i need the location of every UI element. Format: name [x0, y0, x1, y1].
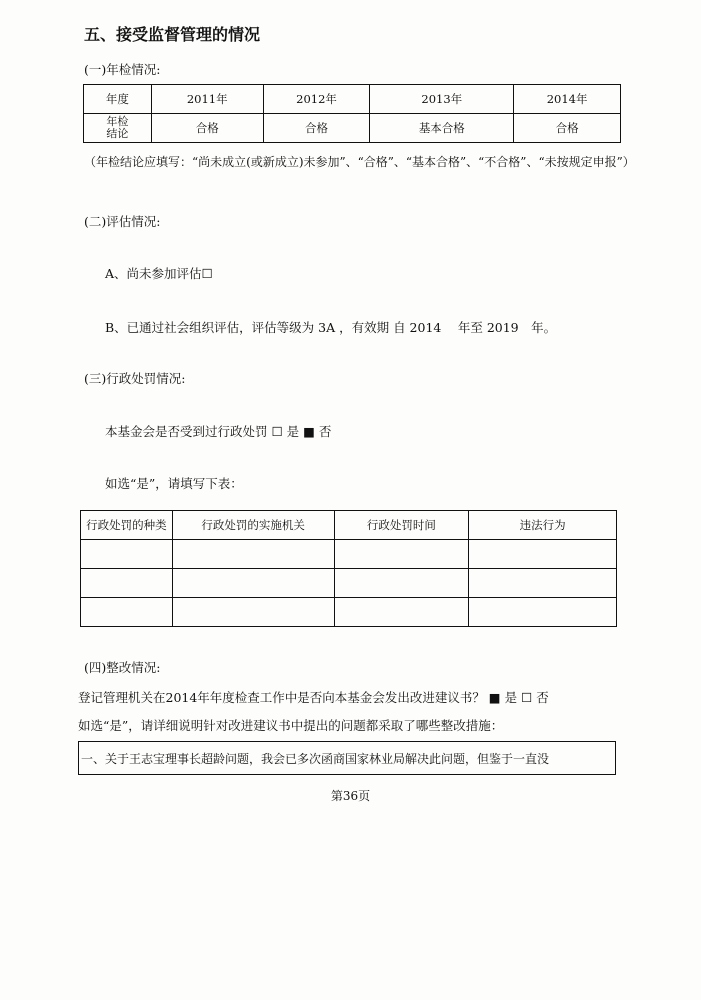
rectification-answer: 一、关于王志宝理事长超龄问题，我会已多次函商国家林业局解决此问题，但鉴于一直没	[81, 752, 550, 766]
result-label-line1: 年检	[106, 115, 129, 128]
rectification-heading: (四)整改情况:	[84, 660, 161, 675]
rectification-answer-box	[78, 741, 616, 775]
table-row	[81, 569, 617, 598]
annual-inspection-table	[83, 84, 621, 143]
table-cell	[334, 540, 469, 569]
penalty-heading: (三)行政处罚情况:	[84, 371, 186, 386]
table-cell	[172, 598, 334, 627]
result-label-line2: 结论	[106, 127, 129, 140]
result-cell: 合格	[151, 114, 263, 143]
result-label	[84, 114, 152, 143]
table-cell	[81, 569, 173, 598]
penalty-header-row	[81, 511, 617, 540]
section-title: 五、接受监督管理的情况	[84, 25, 261, 44]
rectification-question: 登记管理机关在2014年年度检查工作中是否向本基金会发出改进建议书？ ■ 是 ☐ 否	[78, 690, 549, 705]
penalty-table	[80, 510, 617, 627]
table-cell	[81, 540, 173, 569]
page-number: 第36页	[330, 789, 371, 803]
table-cell	[334, 569, 469, 598]
result-cell: 合格	[263, 114, 370, 143]
column-header: 行政处罚时间	[334, 511, 469, 540]
table-cell	[172, 569, 334, 598]
column-header: 违法行为	[469, 511, 617, 540]
year-cell: 2013年	[370, 85, 514, 114]
year-cell: 2012年	[263, 85, 370, 114]
table-cell	[81, 598, 173, 627]
evaluation-option-a: A、尚未参加评估☐	[105, 266, 213, 281]
year-cell: 2011年	[151, 85, 263, 114]
result-row	[84, 114, 621, 143]
column-header: 行政处罚的种类	[81, 511, 173, 540]
penalty-instruction: 如选“是”，请填写下表：	[105, 476, 243, 491]
evaluation-option-b: B、已通过社会组织评估，评估等级为 3A ，有效期 自 2014 年至 2019 年。	[105, 320, 557, 335]
column-header: 行政处罚的实施机关	[172, 511, 334, 540]
table-cell	[172, 540, 334, 569]
result-cell: 基本合格	[370, 114, 514, 143]
evaluation-heading: (二)评估情况:	[84, 214, 161, 229]
table-cell	[334, 598, 469, 627]
table-cell	[469, 569, 617, 598]
annual-inspection-heading: (一)年检情况:	[84, 62, 161, 77]
penalty-question: 本基金会是否受到过行政处罚 ☐ 是 ■ 否	[105, 424, 332, 439]
table-row	[81, 598, 617, 627]
inspection-note: （年检结论应填写：“尚未成立(或新成立)未参加”、“合格”、“基本合格”、“不合格”、“未按规定申报”）	[84, 155, 635, 169]
result-cell: 合格	[514, 114, 621, 143]
table-cell	[469, 540, 617, 569]
rectification-instruction: 如选“是”，请详细说明针对改进建议书中提出的问题都采取了哪些整改措施：	[78, 718, 504, 733]
year-row	[84, 85, 621, 114]
year-cell: 2014年	[514, 85, 621, 114]
table-row	[81, 540, 617, 569]
table-cell	[469, 598, 617, 627]
year-label: 年度	[84, 85, 152, 114]
